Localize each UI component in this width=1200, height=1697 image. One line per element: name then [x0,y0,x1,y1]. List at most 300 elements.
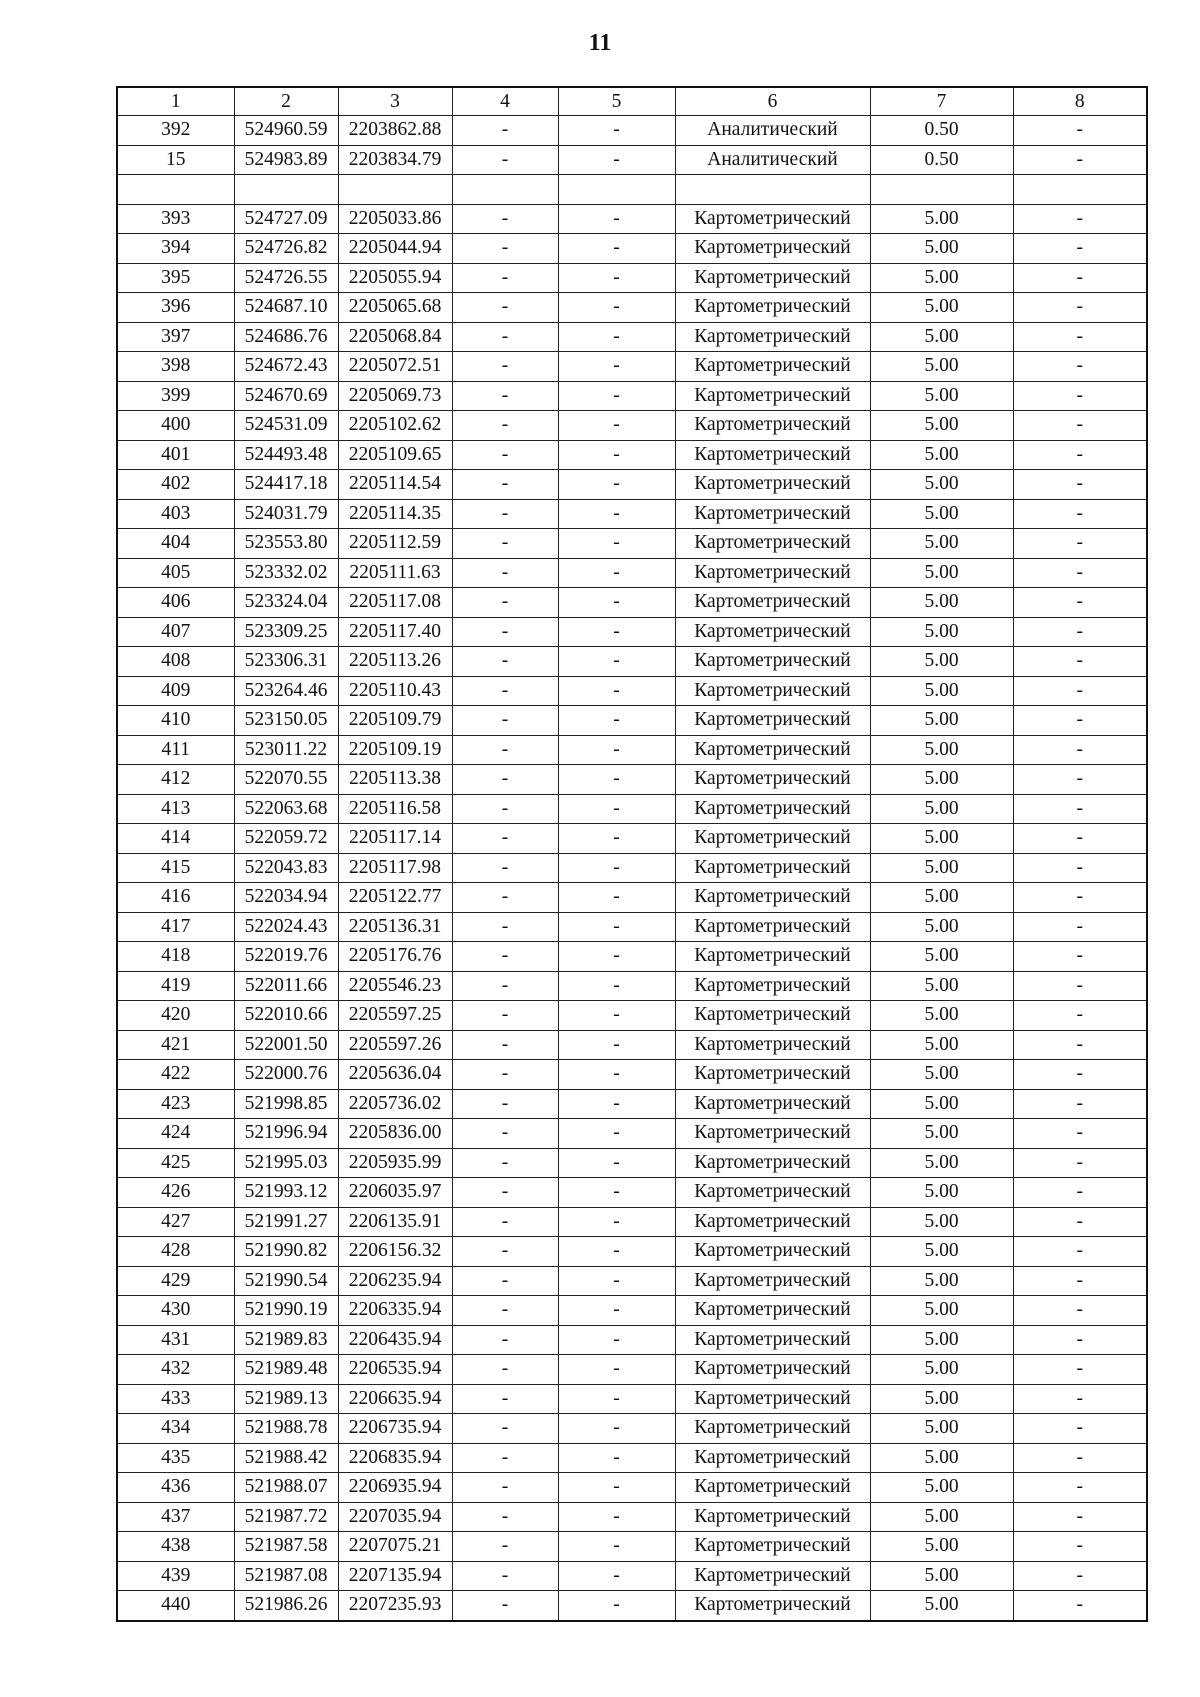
cell-method: Картометрический [675,1148,870,1178]
table-row [117,1237,1147,1267]
table-body [117,116,1147,1621]
cell-point-number: 399 [117,381,234,411]
cell-col-4: - [452,499,558,529]
cell-coord-y: 2205935.99 [338,1148,452,1178]
cell-method [675,175,870,205]
table-row [117,499,1147,529]
cell-col-8: - [1013,1148,1147,1178]
cell-col-5: - [558,706,675,736]
cell-accuracy: 5.00 [870,499,1013,529]
cell-col-5: - [558,1030,675,1060]
cell-accuracy: 5.00 [870,794,1013,824]
cell-method: Картометрический [675,1355,870,1385]
table-row [117,883,1147,913]
cell-col-5: - [558,1148,675,1178]
cell-method: Картометрический [675,411,870,441]
cell-point-number: 428 [117,1237,234,1267]
cell-accuracy: 5.00 [870,706,1013,736]
cell-col-8: - [1013,381,1147,411]
cell-col-5: - [558,647,675,677]
cell-point-number: 422 [117,1060,234,1090]
cell-col-4: - [452,558,558,588]
cell-coord-y: 2207235.93 [338,1591,452,1621]
cell-col-8: - [1013,352,1147,382]
column-header-1: 1 [117,87,234,116]
cell-point-number: 427 [117,1207,234,1237]
cell-accuracy: 5.00 [870,1355,1013,1385]
cell-method: Картометрический [675,676,870,706]
cell-accuracy: 0.50 [870,145,1013,175]
cell-point-number: 438 [117,1532,234,1562]
cell-col-8: - [1013,1384,1147,1414]
table-row [117,440,1147,470]
cell-accuracy: 5.00 [870,1561,1013,1591]
cell-col-5: - [558,558,675,588]
cell-coord-x: 521996.94 [234,1119,338,1149]
cell-accuracy: 5.00 [870,1532,1013,1562]
cell-coord-y: 2205114.54 [338,470,452,500]
cell-coord-y: 2205836.00 [338,1119,452,1149]
cell-method: Картометрический [675,263,870,293]
cell-coord-y: 2205033.86 [338,204,452,234]
cell-coord-y: 2205114.35 [338,499,452,529]
table-row [117,145,1147,175]
table-row [117,735,1147,765]
cell-accuracy: 5.00 [870,1502,1013,1532]
cell-col-8: - [1013,116,1147,146]
cell-point-number: 403 [117,499,234,529]
table-row [117,1296,1147,1326]
cell-col-5: - [558,617,675,647]
table-row [117,293,1147,323]
cell-method: Картометрический [675,1591,870,1621]
column-header-5: 5 [558,87,675,116]
cell-coord-y: 2205109.19 [338,735,452,765]
cell-col-8 [1013,175,1147,205]
table-row [117,942,1147,972]
cell-coord-y: 2205136.31 [338,912,452,942]
cell-col-8: - [1013,411,1147,441]
cell-method: Картометрический [675,824,870,854]
cell-method: Картометрический [675,1561,870,1591]
table-row [117,411,1147,441]
cell-col-5: - [558,440,675,470]
cell-col-5: - [558,1473,675,1503]
cell-coord-y: 2205065.68 [338,293,452,323]
cell-col-8: - [1013,1325,1147,1355]
cell-accuracy: 5.00 [870,204,1013,234]
cell-col-4: - [452,1355,558,1385]
cell-accuracy: 5.00 [870,1266,1013,1296]
table-row [117,529,1147,559]
cell-coord-x: 521990.54 [234,1266,338,1296]
cell-col-5: - [558,322,675,352]
cell-col-8: - [1013,883,1147,913]
cell-coord-x: 524670.69 [234,381,338,411]
cell-method: Картометрический [675,794,870,824]
cell-col-8: - [1013,912,1147,942]
cell-col-8: - [1013,529,1147,559]
cell-coord-x: 521990.82 [234,1237,338,1267]
cell-point-number: 423 [117,1089,234,1119]
cell-coord-x: 523553.80 [234,529,338,559]
cell-accuracy: 5.00 [870,735,1013,765]
cell-coord-x: 524417.18 [234,470,338,500]
cell-point-number: 15 [117,145,234,175]
cell-coord-x: 523306.31 [234,647,338,677]
column-header-6: 6 [675,87,870,116]
cell-coord-y: 2206535.94 [338,1355,452,1385]
cell-coord-x: 521989.13 [234,1384,338,1414]
cell-coord-y: 2205044.94 [338,234,452,264]
cell-col-4: - [452,322,558,352]
cell-method: Картометрический [675,204,870,234]
cell-accuracy: 0.50 [870,116,1013,146]
cell-accuracy: 5.00 [870,322,1013,352]
cell-point-number: 414 [117,824,234,854]
cell-method: Картометрический [675,1237,870,1267]
cell-accuracy: 5.00 [870,1237,1013,1267]
table-row [117,971,1147,1001]
cell-point-number: 415 [117,853,234,883]
table-row [117,1060,1147,1090]
table-row [117,234,1147,264]
cell-col-4: - [452,1030,558,1060]
cell-col-5: - [558,1178,675,1208]
cell-coord-x: 523011.22 [234,735,338,765]
cell-accuracy: 5.00 [870,470,1013,500]
cell-col-8: - [1013,735,1147,765]
cell-point-number: 400 [117,411,234,441]
cell-accuracy: 5.00 [870,352,1013,382]
cell-accuracy: 5.00 [870,381,1013,411]
table-row [117,204,1147,234]
cell-col-8: - [1013,145,1147,175]
cell-col-4: - [452,293,558,323]
cell-col-5: - [558,1414,675,1444]
cell-accuracy: 5.00 [870,1384,1013,1414]
cell-coord-x: 524983.89 [234,145,338,175]
cell-point-number: 418 [117,942,234,972]
cell-coord-y: 2206135.91 [338,1207,452,1237]
cell-accuracy: 5.00 [870,1178,1013,1208]
cell-accuracy: 5.00 [870,588,1013,618]
cell-method: Картометрический [675,1532,870,1562]
cell-coord-x: 521991.27 [234,1207,338,1237]
cell-coord-y: 2205116.58 [338,794,452,824]
cell-coord-y: 2205111.63 [338,558,452,588]
cell-col-8: - [1013,1001,1147,1031]
cell-accuracy: 5.00 [870,1296,1013,1326]
table-row [117,647,1147,677]
table-row [117,617,1147,647]
cell-point-number: 424 [117,1119,234,1149]
cell-accuracy: 5.00 [870,558,1013,588]
table-row [117,1502,1147,1532]
cell-point-number: 411 [117,735,234,765]
cell-method: Картометрический [675,440,870,470]
cell-col-4: - [452,381,558,411]
cell-col-4: - [452,1561,558,1591]
cell-point-number: 431 [117,1325,234,1355]
cell-col-5: - [558,1355,675,1385]
cell-col-5: - [558,381,675,411]
cell-col-5: - [558,204,675,234]
cell-col-5: - [558,1089,675,1119]
cell-coord-x: 522063.68 [234,794,338,824]
cell-coord-x: 521998.85 [234,1089,338,1119]
cell-col-8: - [1013,1089,1147,1119]
cell-coord-x: 521987.58 [234,1532,338,1562]
cell-col-4: - [452,529,558,559]
cell-coord-y: 2206835.94 [338,1443,452,1473]
cell-method: Картометрический [675,470,870,500]
cell-col-5: - [558,352,675,382]
cell-point-number: 406 [117,588,234,618]
cell-col-4: - [452,588,558,618]
table-row [117,470,1147,500]
cell-coord-x: 521987.08 [234,1561,338,1591]
cell-col-8: - [1013,617,1147,647]
cell-point-number: 412 [117,765,234,795]
cell-accuracy: 5.00 [870,1060,1013,1090]
cell-method: Картометрический [675,1178,870,1208]
cell-coord-y: 2206156.32 [338,1237,452,1267]
cell-coord-y: 2205176.76 [338,942,452,972]
cell-point-number: 417 [117,912,234,942]
cell-method: Картометрический [675,735,870,765]
cell-method: Картометрический [675,883,870,913]
cell-point-number: 413 [117,794,234,824]
cell-coord-x: 521990.19 [234,1296,338,1326]
table-row [117,1384,1147,1414]
table-row [117,1001,1147,1031]
cell-accuracy [870,175,1013,205]
cell-col-5: - [558,1591,675,1621]
cell-coord-x: 522000.76 [234,1060,338,1090]
cell-coord-x: 524531.09 [234,411,338,441]
cell-coord-y: 2203862.88 [338,116,452,146]
cell-point-number: 432 [117,1355,234,1385]
cell-col-5: - [558,145,675,175]
table-row [117,1119,1147,1149]
cell-coord-x: 523332.02 [234,558,338,588]
cell-accuracy: 5.00 [870,647,1013,677]
cell-method: Картометрический [675,529,870,559]
cell-accuracy: 5.00 [870,853,1013,883]
cell-point-number: 407 [117,617,234,647]
cell-col-5: - [558,971,675,1001]
cell-point-number: 435 [117,1443,234,1473]
column-header-8: 8 [1013,87,1147,116]
cell-col-4: - [452,440,558,470]
cell-accuracy: 5.00 [870,942,1013,972]
cell-coord-y: 2206735.94 [338,1414,452,1444]
cell-col-5: - [558,1532,675,1562]
cell-col-5: - [558,234,675,264]
cell-coord-y: 2205069.73 [338,381,452,411]
cell-col-4: - [452,1089,558,1119]
cell-method: Картометрический [675,322,870,352]
cell-coord-x: 524726.82 [234,234,338,264]
cell-method: Картометрический [675,1502,870,1532]
cell-col-5: - [558,1207,675,1237]
cell-col-8: - [1013,470,1147,500]
cell-point-number: 430 [117,1296,234,1326]
cell-coord-x: 522019.76 [234,942,338,972]
table-row [117,1414,1147,1444]
cell-coord-y: 2206235.94 [338,1266,452,1296]
cell-point-number: 436 [117,1473,234,1503]
cell-coord-y: 2205122.77 [338,883,452,913]
cell-coord-y: 2207075.21 [338,1532,452,1562]
cell-col-5: - [558,529,675,559]
cell-coord-y: 2206435.94 [338,1325,452,1355]
cell-col-8: - [1013,1030,1147,1060]
coordinates-table [116,86,1148,1622]
cell-method: Картометрический [675,1443,870,1473]
cell-coord-x: 524672.43 [234,352,338,382]
cell-point-number: 396 [117,293,234,323]
table-row [117,794,1147,824]
cell-accuracy: 5.00 [870,912,1013,942]
column-header-2: 2 [234,87,338,116]
cell-coord-x: 521988.07 [234,1473,338,1503]
cell-coord-x: 522010.66 [234,1001,338,1031]
cell-method: Картометрический [675,912,870,942]
cell-col-8: - [1013,794,1147,824]
cell-coord-y: 2205736.02 [338,1089,452,1119]
cell-accuracy: 5.00 [870,411,1013,441]
cell-coord-x: 524493.48 [234,440,338,470]
cell-coord-x: 523150.05 [234,706,338,736]
cell-col-8: - [1013,322,1147,352]
cell-accuracy: 5.00 [870,234,1013,264]
cell-col-8: - [1013,765,1147,795]
cell-method: Аналитический [675,145,870,175]
cell-method: Картометрический [675,1030,870,1060]
cell-col-8: - [1013,1355,1147,1385]
cell-accuracy: 5.00 [870,1001,1013,1031]
cell-col-8: - [1013,499,1147,529]
cell-coord-y: 2205597.25 [338,1001,452,1031]
cell-col-5: - [558,411,675,441]
cell-method: Картометрический [675,1473,870,1503]
cell-method: Картометрический [675,234,870,264]
cell-col-8: - [1013,588,1147,618]
cell-method: Картометрический [675,1089,870,1119]
cell-col-4: - [452,1325,558,1355]
cell-coord-x: 524727.09 [234,204,338,234]
cell-col-8: - [1013,1296,1147,1326]
cell-col-8: - [1013,234,1147,264]
table-row [117,706,1147,736]
cell-col-8: - [1013,1207,1147,1237]
cell-col-5: - [558,794,675,824]
cell-point-number: 405 [117,558,234,588]
cell-accuracy: 5.00 [870,765,1013,795]
cell-col-8: - [1013,293,1147,323]
cell-col-4: - [452,1001,558,1031]
cell-col-5: - [558,293,675,323]
cell-coord-y: 2205113.38 [338,765,452,795]
cell-point-number: 410 [117,706,234,736]
cell-point-number: 401 [117,440,234,470]
cell-col-5: - [558,1325,675,1355]
cell-method: Картометрический [675,647,870,677]
cell-col-5: - [558,883,675,913]
cell-col-4: - [452,263,558,293]
cell-coord-y: 2205117.14 [338,824,452,854]
cell-coord-x: 523324.04 [234,588,338,618]
table-row [117,588,1147,618]
table-row [117,765,1147,795]
cell-method: Картометрический [675,853,870,883]
cell-point-number: 440 [117,1591,234,1621]
cell-col-4: - [452,1443,558,1473]
cell-col-8: - [1013,824,1147,854]
cell-point-number: 425 [117,1148,234,1178]
cell-coord-x: 523309.25 [234,617,338,647]
cell-col-8: - [1013,1414,1147,1444]
cell-method: Картометрический [675,381,870,411]
cell-col-4: - [452,853,558,883]
cell-coord-x: 522070.55 [234,765,338,795]
table-row [117,1561,1147,1591]
cell-col-4: - [452,706,558,736]
cell-col-4: - [452,794,558,824]
cell-col-4: - [452,1384,558,1414]
cell-col-4: - [452,765,558,795]
table-row [117,1030,1147,1060]
cell-accuracy: 5.00 [870,1591,1013,1621]
cell-col-4: - [452,234,558,264]
cell-col-5: - [558,1060,675,1090]
cell-col-4: - [452,1296,558,1326]
cell-coord-y: 2205636.04 [338,1060,452,1090]
cell-col-4: - [452,145,558,175]
cell-accuracy: 5.00 [870,529,1013,559]
cell-coord-y: 2205117.40 [338,617,452,647]
cell-col-5: - [558,263,675,293]
cell-coord-y: 2205112.59 [338,529,452,559]
cell-coord-y: 2205110.43 [338,676,452,706]
cell-coord-y: 2205597.26 [338,1030,452,1060]
cell-point-number: 426 [117,1178,234,1208]
cell-col-4: - [452,617,558,647]
cell-col-4: - [452,735,558,765]
cell-col-5: - [558,1561,675,1591]
cell-col-4: - [452,971,558,1001]
cell-col-5: - [558,1266,675,1296]
cell-col-5: - [558,1119,675,1149]
table-row [117,853,1147,883]
column-header-4: 4 [452,87,558,116]
cell-coord-x: 521989.48 [234,1355,338,1385]
cell-col-4: - [452,352,558,382]
cell-point-number: 421 [117,1030,234,1060]
table-row [117,1591,1147,1621]
cell-method: Картометрический [675,1207,870,1237]
cell-col-4: - [452,1266,558,1296]
page-number: 11 [588,30,612,56]
cell-col-4 [452,175,558,205]
cell-accuracy: 5.00 [870,617,1013,647]
cell-coord-x: 521993.12 [234,1178,338,1208]
cell-point-number [117,175,234,205]
cell-col-8: - [1013,1266,1147,1296]
cell-col-4: - [452,647,558,677]
